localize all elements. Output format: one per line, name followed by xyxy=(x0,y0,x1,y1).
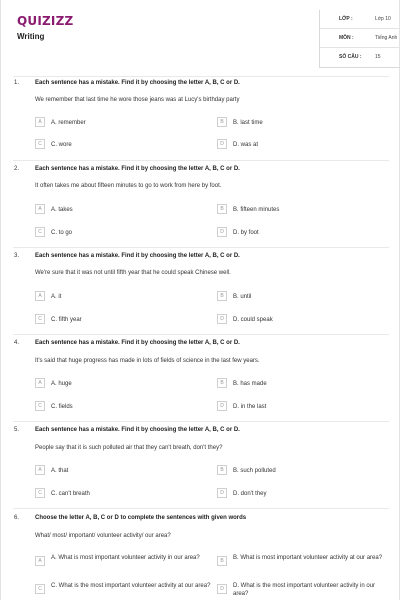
question-sentence: We're sure that it was not until fifth year that he could speak Chinese well. xyxy=(35,270,231,276)
question-prompt: Choose the letter A, B, C or D to complete the sentences with given words xyxy=(35,515,247,521)
option-letter-box: B xyxy=(217,204,227,214)
option-letter-box: C xyxy=(35,139,45,149)
meta-label: LỚP : xyxy=(339,16,353,22)
option-letter-box: A xyxy=(35,291,45,301)
option-text: C. wore xyxy=(51,142,72,148)
option-text: D. What is the most important volunteer activity in our area? xyxy=(233,583,376,597)
question-sentence: What/ most/ important/ volunteer activity/ our area? xyxy=(35,533,171,539)
question-prompt: Each sentence has a mistake. Find it by choosing the letter A, B, C or D. xyxy=(35,166,240,172)
option-letter-box: C xyxy=(35,227,45,237)
question-number: 2. xyxy=(14,166,20,172)
question-number: 1. xyxy=(14,80,20,86)
option-text: B. fifteen minutes xyxy=(233,207,280,213)
worksheet-header xyxy=(17,10,398,68)
question-prompt: Each sentence has a mistake. Find it by choosing the letter A, B, C or D. xyxy=(35,80,240,86)
question-number: 3. xyxy=(14,253,20,259)
option-text: D. could speak xyxy=(233,317,273,323)
option-text: D. in the last xyxy=(233,404,267,410)
option-text: D. by foot xyxy=(233,230,259,236)
option-text: B. such polluted xyxy=(233,468,276,474)
divider xyxy=(13,247,389,248)
option-text: B. last time xyxy=(233,120,263,126)
option-letter-box: C xyxy=(35,401,45,411)
meta-row-subject xyxy=(320,29,400,48)
option-text: C. fields xyxy=(51,404,73,410)
question-number: 4. xyxy=(14,340,20,346)
meta-value: 15 xyxy=(375,54,381,60)
option-letter-box: A xyxy=(35,117,45,127)
question-sentence: It's said that huge progress has made in lots of fields of science in the last few years. xyxy=(35,358,260,364)
option-letter-box: A xyxy=(35,465,45,475)
divider xyxy=(13,334,389,335)
meta-info-box xyxy=(319,10,400,68)
option-letter-box: A xyxy=(35,204,45,214)
option-letter-box: D xyxy=(217,488,227,498)
option-letter-box: A xyxy=(35,378,45,388)
option-letter-box: C xyxy=(35,584,45,594)
question-prompt: Each sentence has a mistake. Find it by choosing the letter A, B, C or D. xyxy=(35,253,240,259)
option-letter-box: B xyxy=(217,465,227,475)
option-text: B. What is most important volunteer activity at our area? xyxy=(233,555,383,561)
question-sentence: We remember that last time he wore those jeans was at Lucy's birthday party xyxy=(35,97,240,103)
option-letter-box: B xyxy=(217,556,227,566)
option-text: B. has made xyxy=(233,381,267,387)
option-text: C. fifth year xyxy=(51,317,82,323)
option-text: C. can't breath xyxy=(51,491,90,497)
meta-value: Lớp 10 xyxy=(375,16,391,22)
meta-row-class xyxy=(320,10,400,29)
worksheet-title: Writing xyxy=(17,32,45,41)
option-letter-box: D xyxy=(217,227,227,237)
option-letter-box: C xyxy=(35,488,45,498)
option-text: A. it xyxy=(51,294,62,300)
divider xyxy=(13,508,389,509)
option-text: B. until xyxy=(233,294,252,300)
question-number: 6. xyxy=(14,515,20,521)
option-text: A. that xyxy=(51,468,69,474)
option-text: D. don't they xyxy=(233,491,267,497)
option-letter-box: D xyxy=(217,401,227,411)
divider xyxy=(13,76,389,77)
option-letter-box: D xyxy=(217,584,227,594)
option-letter-box: C xyxy=(35,314,45,324)
question-prompt: Each sentence has a mistake. Find it by choosing the letter A, B, C or D. xyxy=(35,427,240,433)
option-text: A. takes xyxy=(51,207,73,213)
option-letter-box: D xyxy=(217,314,227,324)
meta-value: Tiếng Anh xyxy=(375,35,398,41)
option-text: A. remember xyxy=(51,120,86,126)
option-letter-box: B xyxy=(217,117,227,127)
option-text: C. to go xyxy=(51,230,73,236)
question-number: 5. xyxy=(14,427,20,433)
option-letter-box: B xyxy=(217,378,227,388)
meta-label: MÔN : xyxy=(339,35,354,41)
meta-label: SỐ CÂU : xyxy=(339,54,362,60)
divider xyxy=(13,160,389,161)
question-prompt: Each sentence has a mistake. Find it by choosing the letter A, B, C or D. xyxy=(35,340,240,346)
option-letter-box: B xyxy=(217,291,227,301)
meta-row-count xyxy=(320,48,400,67)
option-letter-box: D xyxy=(217,139,227,149)
option-letter-box: A xyxy=(35,556,45,566)
quizizz-logo: QUIZIZZ xyxy=(17,14,74,28)
option-text: D. was at xyxy=(233,142,259,148)
option-text: A. huge xyxy=(51,381,72,387)
question-sentence: It often takes me about fifteen minutes to go to work from here by foot. xyxy=(35,183,222,189)
option-text: C. What is the most important volunteer activity at our area? xyxy=(51,583,211,589)
question-sentence: People say that it is such polluted air that they can't breath, don't they? xyxy=(35,445,223,451)
divider xyxy=(13,421,389,422)
option-text: A. What is most important volunteer activity in our area? xyxy=(51,555,200,561)
